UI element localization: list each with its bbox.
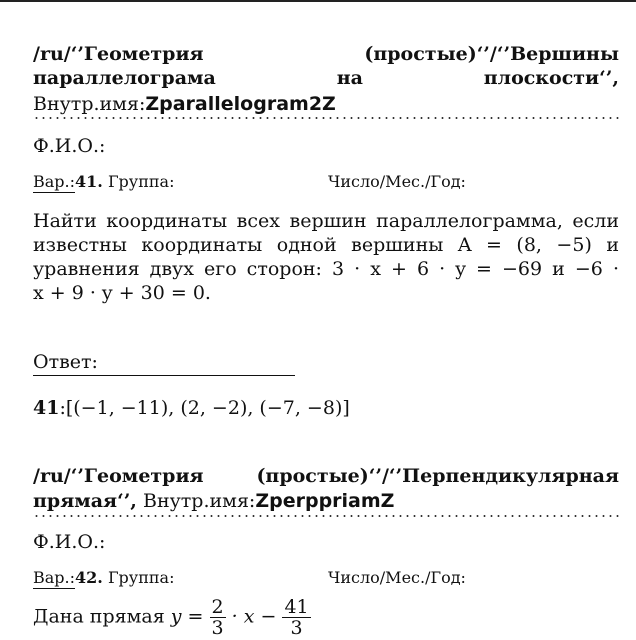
variant-number: 42. <box>75 568 103 587</box>
dotted-separator <box>33 515 619 517</box>
answer-number: 41 <box>33 397 60 419</box>
task-42-title-line1: /ru/‘’Геометрия (простые)‘’/‘’Перпендикулярная <box>33 465 619 487</box>
variant-row <box>33 566 619 590</box>
group-label: Группа: <box>107 568 175 587</box>
answer-underline <box>33 375 295 376</box>
task-41-title-line2 <box>33 66 619 90</box>
fio-label: Ф.И.О.: <box>33 531 106 553</box>
fraction-2-3 <box>210 597 226 638</box>
task-42-title-line2 <box>33 489 619 513</box>
date-label: Число/Мес./Год: <box>328 172 466 191</box>
internal-name-label: Внутр.имя: <box>33 93 146 115</box>
title-path-part: плоскости‘’, <box>483 67 619 89</box>
task-41-title-line1 <box>33 42 619 66</box>
problem-text <box>33 597 619 638</box>
title-path-part: (простые)‘’/‘’Вершины <box>364 43 619 65</box>
equation-lhs: y = <box>170 605 204 628</box>
problem-line: уравнения двух его сторон: 3 · x + 6 · y = −69 и −6 · <box>33 258 619 280</box>
fio-label: Ф.И.О.: <box>33 135 106 157</box>
fraction-denominator: 3 <box>290 617 303 639</box>
task-41-internal-name <box>33 92 619 116</box>
title-path-part: параллелограма <box>33 67 216 89</box>
variant-number: 41. <box>75 172 103 191</box>
fraction-41-3 <box>282 597 310 638</box>
internal-name-value: ZperppriamZ <box>255 490 395 512</box>
fraction-numerator: 2 <box>211 596 224 618</box>
title-path-part: прямая‘’, <box>33 490 137 512</box>
title-path-part: на <box>336 67 363 89</box>
answer-label: Ответ: <box>33 351 98 373</box>
variant-label: Вар.: <box>33 172 76 191</box>
answer-row <box>33 396 619 420</box>
problem-line: x + 9 · y + 30 = 0. <box>33 282 211 304</box>
equation-middle: · x − <box>231 605 277 628</box>
internal-name-value: Zparallelogram2Z <box>145 93 336 115</box>
internal-name-label: Внутр.имя: <box>142 490 256 512</box>
variant-row <box>33 170 619 194</box>
problem-line: Найти координаты всех вершин параллелограмма, если <box>33 210 619 232</box>
problem-text <box>33 209 619 305</box>
date-label: Число/Мес./Год: <box>328 568 466 587</box>
title-path-part: /ru/‘’Геометрия <box>33 43 204 65</box>
problem-line: известны координаты одной вершины A = (8, −5) и <box>33 234 619 256</box>
answer-value: :[(−1, −11), (2, −2), (−7, −8)] <box>59 397 350 419</box>
fraction-denominator: 3 <box>211 617 224 639</box>
dotted-separator <box>33 117 619 119</box>
group-label: Группа: <box>107 172 175 191</box>
problem-prefix: Дана прямая <box>33 605 165 628</box>
variant-label: Вар.: <box>33 568 76 587</box>
fraction-numerator: 41 <box>284 596 309 618</box>
previous-page-edge <box>0 0 636 4</box>
